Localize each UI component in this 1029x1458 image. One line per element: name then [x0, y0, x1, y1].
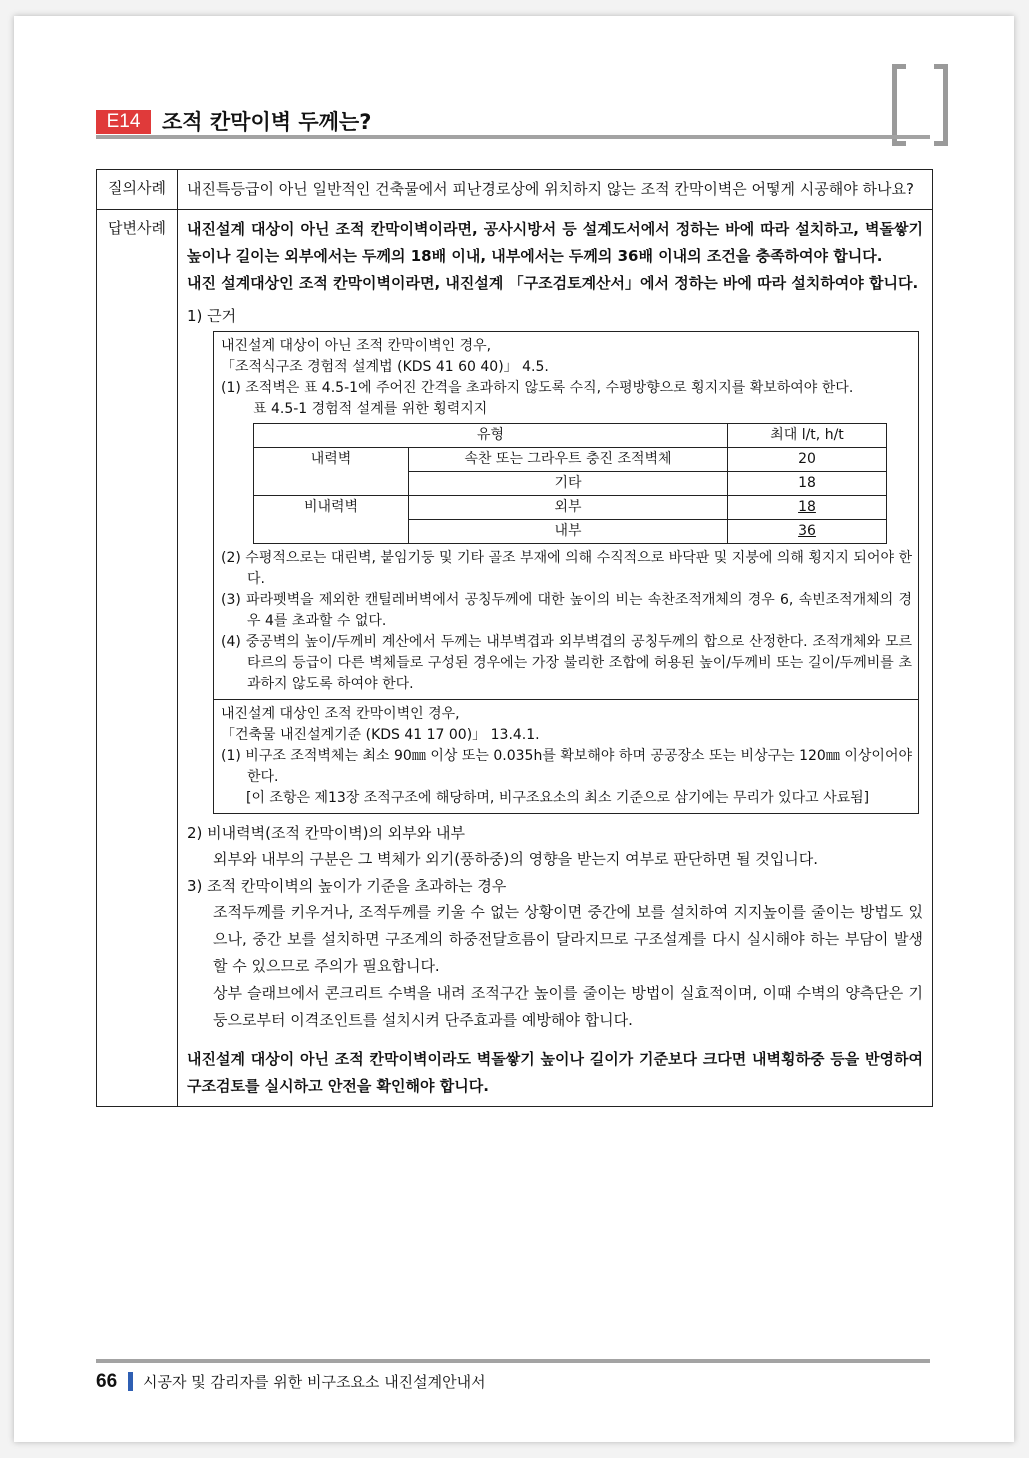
section-title: 조적 칸막이벽 두께는?: [162, 110, 372, 134]
page-number: 66: [96, 1371, 118, 1392]
table-cell: 속찬 또는 그라우트 충진 조적벽체: [409, 448, 728, 472]
answer-label: 답변사례: [97, 210, 178, 1107]
table-cell-exterior-value: 18: [728, 496, 887, 520]
ref2-item-1: (1) 비구조 조적벽체는 최소 90㎜ 이상 또는 0.035h를 확보해야 하며 공공장소 또는 비상구는 120㎜ 이상이어야 한다.: [221, 748, 912, 785]
ref2-source: 「건축물 내진설계기준 (KDS 41 17 00)」 13.4.1.: [221, 727, 540, 743]
section-2-heading: 2) 비내력벽(조적 칸막이벽)의 외부와 내부: [187, 824, 466, 842]
ref2-intro: 내진설계 대상인 조적 칸막이벽인 경우,: [221, 706, 460, 722]
table-cell: 외부: [409, 496, 728, 520]
answer-summary-2: 내진 설계대상인 조적 칸막이벽이라면, 내진설계 「구조검토계산서」에서 정하는 바에 따라 설치하여야 합니다.: [187, 274, 919, 292]
answer-summary-1: 내진설계 대상이 아닌 조적 칸막이벽이라면, 공사시방서 등 설계도서에서 정하는 바에 따라 설치하고, 벽돌쌓기 높이나 길이는 외부에서는 두께의 18배 이내, 내부에서는 두께의 36배 이내의 조건을 충족하여야 합니다.: [187, 220, 923, 265]
section-1-heading: 1) 근거: [187, 307, 237, 325]
footer-accent-bar: [128, 1372, 133, 1391]
footer-book-title: 시공자 및 감리자를 위한 비구조요소 내진설계안내서: [143, 1373, 486, 1391]
table-cell: 20: [728, 448, 887, 472]
section-2-text: 외부와 내부의 구분은 그 벽체가 외기(풍하중)의 영향을 받는지 여부로 판단하면 될 것입니다.: [213, 850, 819, 868]
table-header-max: 최대 l/t, h/t: [728, 424, 887, 448]
ref1-table-caption: 표 4.5-1 경험적 설계를 위한 횡력지지: [253, 401, 488, 417]
table-header-type: 유형: [254, 424, 728, 448]
title-divider: [96, 135, 930, 139]
answer-conclusion: 내진설계 대상이 아닌 조적 칸막이벽이라도 벽돌쌓기 높이나 길이가 기준보다 크다면 내벽횡하중 등을 반영하여 구조검토를 실시하고 안전을 확인해야 합니다.: [187, 1050, 923, 1095]
question-label: 질의사례: [97, 170, 178, 210]
footer-divider: [96, 1359, 930, 1363]
reference-non-seismic: [214, 332, 918, 699]
ref1-intro: 내진설계 대상이 아닌 조적 칸막이벽인 경우,: [221, 338, 492, 354]
table-cell: 기타: [409, 472, 728, 496]
question-cell: [178, 170, 933, 210]
question-row: [97, 170, 933, 210]
answer-cell: [178, 210, 933, 1107]
table-cell-nonbearing-wall: 비내력벽: [254, 496, 409, 544]
answer-row: [97, 210, 933, 1107]
ref2-note: [이 조항은 제13장 조적구조에 해당하며, 비구조요소의 최소 기준으로 삼기에는 무리가 있다고 사료됨]: [246, 790, 870, 806]
ref1-item-1: (1) 조적벽은 표 4.5-1에 주어진 간격을 초과하지 않도록 수직, 수평방향으로 횡지지를 확보하여야 한다.: [221, 380, 854, 396]
section-header: [96, 108, 930, 138]
section-3-heading: 3) 조적 칸막이벽의 높이가 기준을 초과하는 경우: [187, 877, 507, 895]
section-badge: E14: [96, 110, 151, 134]
table-cell-interior-value: 36: [728, 520, 887, 544]
section-3-text-1: 조적두께를 키우거나, 조적두께를 키울 수 없는 상황이면 중간에 보를 설치하여 지지높이를 줄이는 방법도 있으나, 중간 보를 설치하면 구조계의 하중전달흐름이 달라지므로 구조설계를 다시 실시해야 하는 부담이 발생할 수 있으므로 주의가 필요합니다.: [213, 903, 923, 975]
reference-box: [213, 331, 919, 814]
ref1-source: 「조적식구조 경험적 설계법 (KDS 41 60 40)」 4.5.: [221, 359, 549, 375]
ref1-item-3: (3) 파라펫벽을 제외한 캔틸레버벽에서 공칭두께에 대한 높이의 비는 속찬조적개체의 경우 6, 속빈조적개체의 경우 4를 초과할 수 없다.: [221, 592, 912, 629]
question-text: 내진특등급이 아닌 일반적인 건축물에서 피난경로상에 위치하지 않는 조적 칸막이벽은 어떻게 시공해야 하나요?: [187, 180, 914, 198]
ref1-item-4: (4) 중공벽의 높이/두께비 계산에서 두께는 내부벽겹과 외부벽겹의 공칭두께의 합으로 산정한다. 조적개체와 모르타르의 등급이 다른 벽체들로 구성된 경우에는 가장 불리한 조합에 허용된 높이/두께비 또는 길이/두께비를 초과하지 않도록 하여야 한다.: [221, 634, 912, 692]
qa-table: [96, 169, 933, 1107]
lateral-support-table: [253, 423, 887, 544]
reference-seismic: [214, 699, 918, 813]
table-cell: 18: [728, 472, 887, 496]
ref1-item-2: (2) 수평적으로는 대린벽, 붙임기둥 및 기타 골조 부재에 의해 수직적으로 바닥판 및 지붕에 의해 횡지지 되어야 한다.: [221, 550, 912, 587]
table-cell-bearing-wall: 내력벽: [254, 448, 409, 496]
section-3-text-2: 상부 슬래브에서 콘크리트 수벽을 내려 조적구간 높이를 줄이는 방법이 실효적이며, 이때 수벽의 양측단은 기둥으로부터 이격조인트를 설치시켜 단주효과를 예방해야 합니다.: [213, 984, 923, 1029]
table-cell: 내부: [409, 520, 728, 544]
